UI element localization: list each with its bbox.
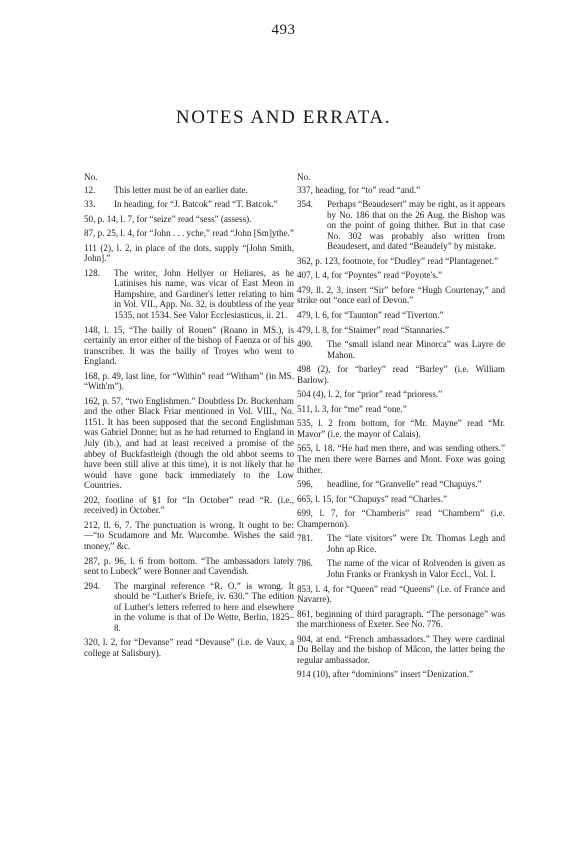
entry-text: The name of the vicar of Rolvenden is given as John Franks or Frankysh in Valor Eccl., Vol. I.: [327, 558, 505, 579]
errata-entry: 479, l. 6, for “Taunton” read “Tiverton.”: [297, 310, 444, 321]
errata-entry: 337, heading, for “to” read “and.”: [297, 184, 421, 195]
errata-entry: 904, at end. “French ambassadors.” They were cardinal Du Bellay and the bishop of Mâcon, the latter being the regular ambassador.: [297, 633, 505, 665]
errata-entry: 162, p. 57, “two Englishmen.” Doubtless Dr. Buckenham and the other Black Friar mentioned in Vol. VIII., No. 1151. It has been supposed that the second Englishman was Gabriel Donne; but as he had returned to England in July (ib.), and had at least received a promise of the abbey of Buckfastleigh (though the old abbot seems to have been still alive at this time), it is not likely that he would have gone back immediately to the Low Countries.: [84, 395, 294, 491]
errata-entry: 565, l. 18. “He had men there, and was sending others.” The men there were Barnes and Mont. Foxe was going thither.: [297, 443, 505, 475]
errata-entry: 699, l. 7, for “Chamberis” read “Chambern” (i.e. Champernon).: [297, 508, 505, 529]
errata-entry: [297, 558, 505, 579]
entry-number: 12.: [84, 184, 96, 195]
entry-number: 294.: [84, 580, 100, 591]
errata-entry: 535, l. 2 from bottom, for “Mr. Mayne” read “Mr. Mavor” (i.e. the mayor of Calais).: [297, 418, 505, 439]
errata-entry: 504 (4), l. 2, for “prior” read “prioress.”: [297, 389, 443, 400]
entry-text: This letter must be of an earlier date.: [114, 184, 248, 195]
errata-entry: 914 (10), after “dominions” insert “Denization.”: [297, 669, 474, 680]
errata-entry: 50, p. 14, l. 7, for “seize” read “sess” (assess).: [84, 213, 252, 224]
entry-text: headline, for “Granvelle” read “Chapuys.”: [327, 479, 482, 490]
errata-entry: 511, l. 3, for “me” read “one.”: [297, 403, 407, 414]
errata-entry: 853, l. 4, for “Queen” read “Queens” (i.e. of France and Navarre).: [297, 583, 505, 605]
errata-entry: 320, l. 2, for “Devanse” read “Devause” (i.e. de Vaux, a college at Salisbury).: [84, 637, 294, 658]
entry-text: In heading, for “J. Batcok” read “T. Batcok.”: [114, 199, 278, 210]
entry-text: The marginal reference “R. O.” is wrong. It should be “Luther's Briefe, iv. 630.” The edition of Luther's letters referred to here and elsewhere in the volume is that of De Wette, Berlin, 1825–8.: [114, 580, 294, 633]
errata-entry: [84, 268, 294, 321]
errata-entry: 665, l. 15, for “Chapuys” read “Charles.”: [297, 493, 447, 504]
errata-entry: [297, 199, 505, 252]
errata-entry: 498 (2), for “barley” read “Barley” (i.e. William Barlow).: [297, 364, 505, 385]
errata-entry: 861, beginning of third paragraph. “The personage” was the marchioness of Exeter. See No. 776.: [297, 608, 505, 630]
column-heading: No.: [84, 172, 98, 182]
page-number: 493: [271, 22, 296, 38]
errata-entry: [84, 199, 294, 210]
page-title: NOTES AND ERRATA.: [175, 107, 392, 128]
entry-number: 786.: [297, 558, 313, 569]
column-heading: No.: [297, 172, 311, 182]
errata-entry: 479, l. 8, for “Staimer” read “Stannaries.”: [297, 324, 450, 335]
entry-number: 128.: [84, 267, 100, 278]
entry-text: Perhaps “Beaudesert” may be right, as it appears by No. 186 that on the 26 Aug. the Bishop was on the point of going thither. But in that case No. 302 was probably also written from Beaudesert, and dated “Beaudely” by mistake.: [327, 199, 505, 252]
entry-number: 490.: [297, 339, 313, 350]
errata-entry: [297, 479, 505, 490]
errata-entry: 168, p. 49, last line, for “Within” read “Witham” (in MS. “With'm”).: [84, 370, 294, 392]
entry-number: 33.: [84, 199, 96, 210]
entry-number: 354.: [297, 199, 313, 210]
errata-entry: 111 (2), l. 2, in place of the dots, supply “[John Smith, John].”: [84, 242, 294, 264]
errata-entry: [84, 581, 294, 634]
errata-entry: 407, l. 4, for “Poyntes” read “Poyote's.”: [297, 270, 443, 281]
errata-entry: 287, p. 96, l. 6 from bottom. “The ambassadors lately sent to Lubeck” were Bonner and Cavendish.: [84, 555, 294, 577]
left-column: [84, 172, 294, 662]
errata-entry: 212, ll. 6, 7. The punctuation is wrong. It ought to be:—“to Scudamore and Mr. Warcombe. Wishes the said money,” &c.: [84, 519, 294, 551]
right-column: [297, 172, 505, 684]
errata-entry: 87, p. 25, l. 4, for “John . . . yche,” read “John [Sm]ythe.”: [84, 228, 294, 239]
errata-entry: [297, 533, 505, 554]
entry-number: 596,: [297, 479, 313, 490]
errata-entry: 148, l. 15, “The bailly of Rouen” (Roano in MS.), is certainly an error either of the bishop of Faenza or of his transcriber. It was the bailly of Troyes who went to England.: [84, 324, 294, 367]
errata-entry: [84, 185, 294, 196]
errata-entry: [297, 339, 505, 360]
errata-entry: 479, ll. 2, 3, insert “Sir” before “Hugh Courtenay,” and strike out “once earl of Devon.”: [297, 284, 505, 306]
entry-text: The writer, John Hellyer or Heliares, as he Latinises his name, was vicar of East Meon in Hampshire, and Gardiner's letter relating to him in Vol. VII., App. No. 32, is doubtless of the year 1535, not 1534. See Valor Ecclesiasticus, ii. 21.: [114, 267, 294, 321]
entry-text: The “small island near Minorca” was Layre de Mahon.: [327, 339, 505, 360]
errata-entry: 362, p. 123, footnote, for “Dudley” read “Plantagenet.”: [297, 255, 499, 266]
entry-text: The “late visitors” were Dr. Thomas Legh and John ap Rice.: [327, 533, 505, 554]
errata-entry: 202, footline of §1 for “In October” read “R. (i.e., received) in October.”: [84, 494, 294, 516]
entry-number: 781.: [297, 533, 313, 544]
